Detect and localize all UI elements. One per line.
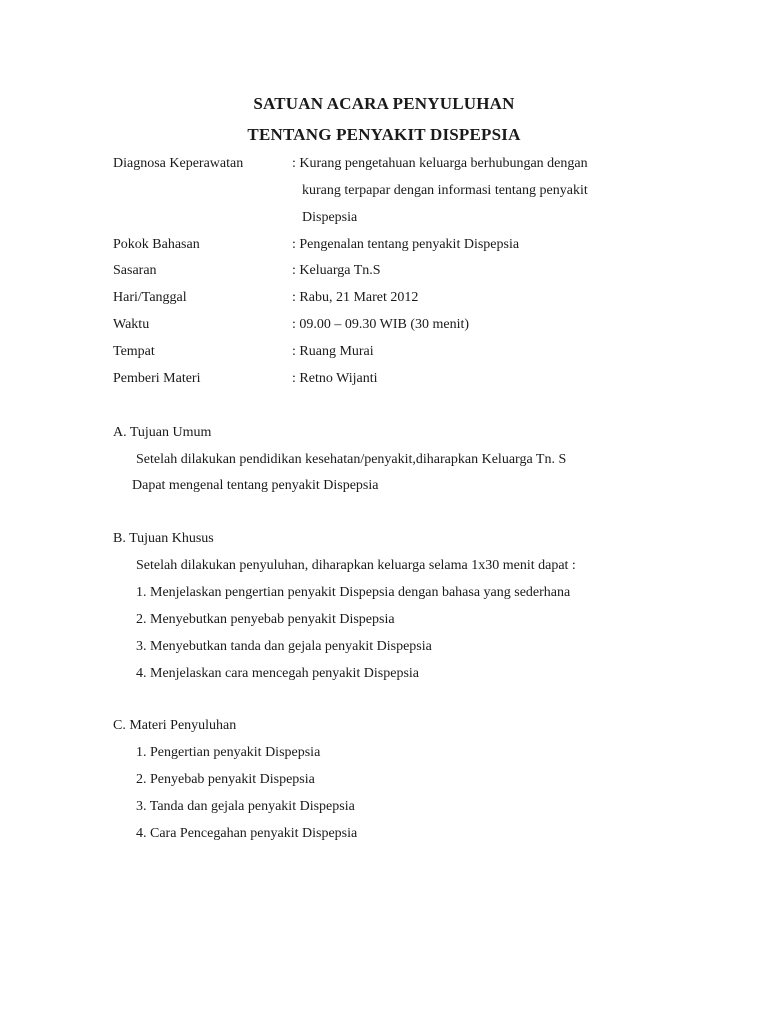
hari-tanggal-value: : Rabu, 21 Maret 2012 — [292, 290, 419, 305]
document-title-line-2: TENTANG PENYAKIT DISPEPSIA — [247, 125, 521, 144]
document-title-line-1: SATUAN ACARA PENYULUHAN — [253, 94, 515, 113]
section-a-text-line-2: Dapat mengenal tentang penyakit Dispepsia — [132, 478, 379, 493]
section-b-heading: B. Tujuan Khusus — [113, 531, 214, 546]
list-item: 3. Tanda dan gejala penyakit Dispepsia — [136, 799, 355, 814]
diagnosa-value-line-3: Dispepsia — [302, 210, 358, 225]
waktu-label: Waktu — [113, 317, 150, 332]
list-item: 3. Menyebutkan tanda dan gejala penyakit Dispepsia — [136, 639, 432, 654]
pokok-bahasan-value: : Pengenalan tentang penyakit Dispepsia — [292, 237, 520, 252]
diagnosa-value-line-2: kurang terpapar dengan informasi tentang penyakit — [302, 183, 588, 198]
sasaran-label: Sasaran — [113, 263, 157, 278]
list-item: 4. Cara Pencegahan penyakit Dispepsia — [136, 826, 358, 841]
section-a-heading: A. Tujuan Umum — [113, 425, 212, 440]
hari-tanggal-label: Hari/Tanggal — [113, 290, 187, 305]
list-item: 1. Pengertian penyakit Dispepsia — [136, 745, 321, 760]
list-item: 1. Menjelaskan pengertian penyakit Dispepsia dengan bahasa yang sederhana — [136, 585, 571, 600]
pemberi-materi-value: : Retno Wijanti — [292, 371, 378, 386]
diagnosa-value-line-1: : Kurang pengetahuan keluarga berhubungan dengan — [292, 156, 588, 171]
list-item: 2. Menyebutkan penyebab penyakit Dispepsia — [136, 612, 395, 627]
pemberi-materi-label: Pemberi Materi — [113, 371, 201, 386]
pokok-bahasan-label: Pokok Bahasan — [113, 237, 200, 252]
list-item: 4. Menjelaskan cara mencegah penyakit Dispepsia — [136, 666, 420, 681]
waktu-value: : 09.00 – 09.30 WIB (30 menit) — [292, 317, 470, 332]
sasaran-value: : Keluarga Tn.S — [292, 263, 381, 278]
diagnosa-label: Diagnosa Keperawatan — [113, 156, 244, 171]
tempat-value: : Ruang Murai — [292, 344, 374, 359]
tempat-label: Tempat — [113, 344, 155, 359]
section-c-heading: C. Materi Penyuluhan — [113, 718, 237, 733]
list-item: 2. Penyebab penyakit Dispepsia — [136, 772, 315, 787]
section-b-intro: Setelah dilakukan penyuluhan, diharapkan keluarga selama 1x30 menit dapat : — [136, 558, 576, 573]
section-a-text-line-1: Setelah dilakukan pendidikan kesehatan/penyakit,diharapkan Keluarga Tn. S — [136, 452, 567, 467]
